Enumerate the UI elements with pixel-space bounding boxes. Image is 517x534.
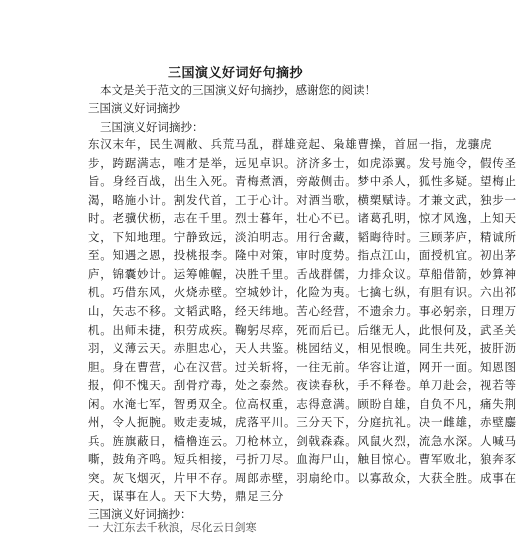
body-line: 羽，义薄云天。赤胆忠心，天人共鉴。桃园结义，相见恨晚。同生共死，披肝沥: [88, 341, 517, 356]
body-line: 旨。身经百战，出生入死。青梅煮酒，旁敲侧击。梦中杀人，狐性多疑。望梅止: [88, 174, 517, 189]
body-line: 庐，锦囊妙计。运筹帷幄，决胜千里。舌战群儒，力排众议。草船借箭，妙算神: [88, 266, 517, 281]
intro-paragraph: 本文是关于范文的三国演义好句摘抄，感谢您的阅读！: [100, 83, 376, 97]
body-line: 兵。旌旗蔽日，樯橹连云。刀枪林立，剑戟森森。风鼠火烈，流急水深。人喊马: [88, 433, 517, 448]
body-line: 步，跨踞满志，唯才是举，远见卓识。济济多士，如虎添翼。发号施令，假传圣: [88, 155, 517, 170]
section-subheading: 三国演义好词摘抄：: [100, 120, 204, 134]
document-title: 三国演义好词好句摘抄: [167, 66, 303, 81]
body-line: 突。灰飞烟灭，片甲不存。周郎赤壁，羽扇纶巾。以寡敌众，大获全胜。成事在: [88, 470, 517, 485]
body-line: 天，谋事在人。天下大势，鼎足三分: [88, 489, 284, 504]
body-line: 山，矢志不移。文韬武略，经天纬地。苦心经营，不遗余力。事必躬亲，日理万: [88, 303, 517, 318]
body-line: 文，下知地理。宁静致远，淡泊明志。用行舍藏，韬晦待时。三顾茅庐，精诚所: [88, 229, 517, 244]
cutoff-line: 一 大江东去千秋浪，尽化云日剑寒: [88, 521, 257, 534]
body-line: 东汉末年，民生凋敝、兵荒马乱，群雄竞起、枭雄曹操，首屈一指，龙骧虎: [88, 137, 493, 151]
body-line: 嘶，鼓角齐鸣。短兵相接，弓折刀尽。血海尸山，触目惊心。曹军败北，狼奔豕: [88, 452, 517, 467]
body-line: 至。知遇之恩，投桃报李。隆中对策，审时度势。指点江山，面授机宜。初出茅: [88, 248, 517, 263]
section-subheading: 三国演义好词摘抄：: [88, 507, 192, 521]
body-line: 机。巧借东风，火烧赤壁。空城妙计，化险为夷。七擒七纵，有胆有识。六出祁: [88, 285, 517, 300]
body-line: 胆。身在曹营，心在汉营。过关斩将，一往无前。华容让道，网开一面。知恩图: [88, 359, 517, 374]
section-heading: 三国演义好词摘抄: [88, 101, 180, 115]
body-line: 报，仰不愧天。刮骨疗毒，处之泰然。夜读春秋，手不释卷。单刀赴会，视若等: [88, 378, 517, 393]
body-line: 渴，略施小计。割发代首，工于心计。对酒当歌，横槊赋诗。才兼文武，独步一: [88, 192, 517, 207]
body-line: 闲。水淹七军，智勇双全。位高权重，志得意满。顾盼自雄，自负不凡，痛失荆: [88, 396, 517, 411]
body-line: 机。出师未捷，积劳成疾。鞠躬尽瘁，死而后已。后继无人，此恨何及，武圣关: [88, 322, 517, 337]
body-line: 时。老骥伏枥，志在千里。烈士暮年，壮心不已。诸葛孔明，惊才风逸，上知天: [88, 211, 517, 226]
body-line: 州，令人扼腕。败走麦城，虎落平川。三分天下，分庭抗礼。决一雌雄，赤壁鏖: [88, 415, 517, 430]
